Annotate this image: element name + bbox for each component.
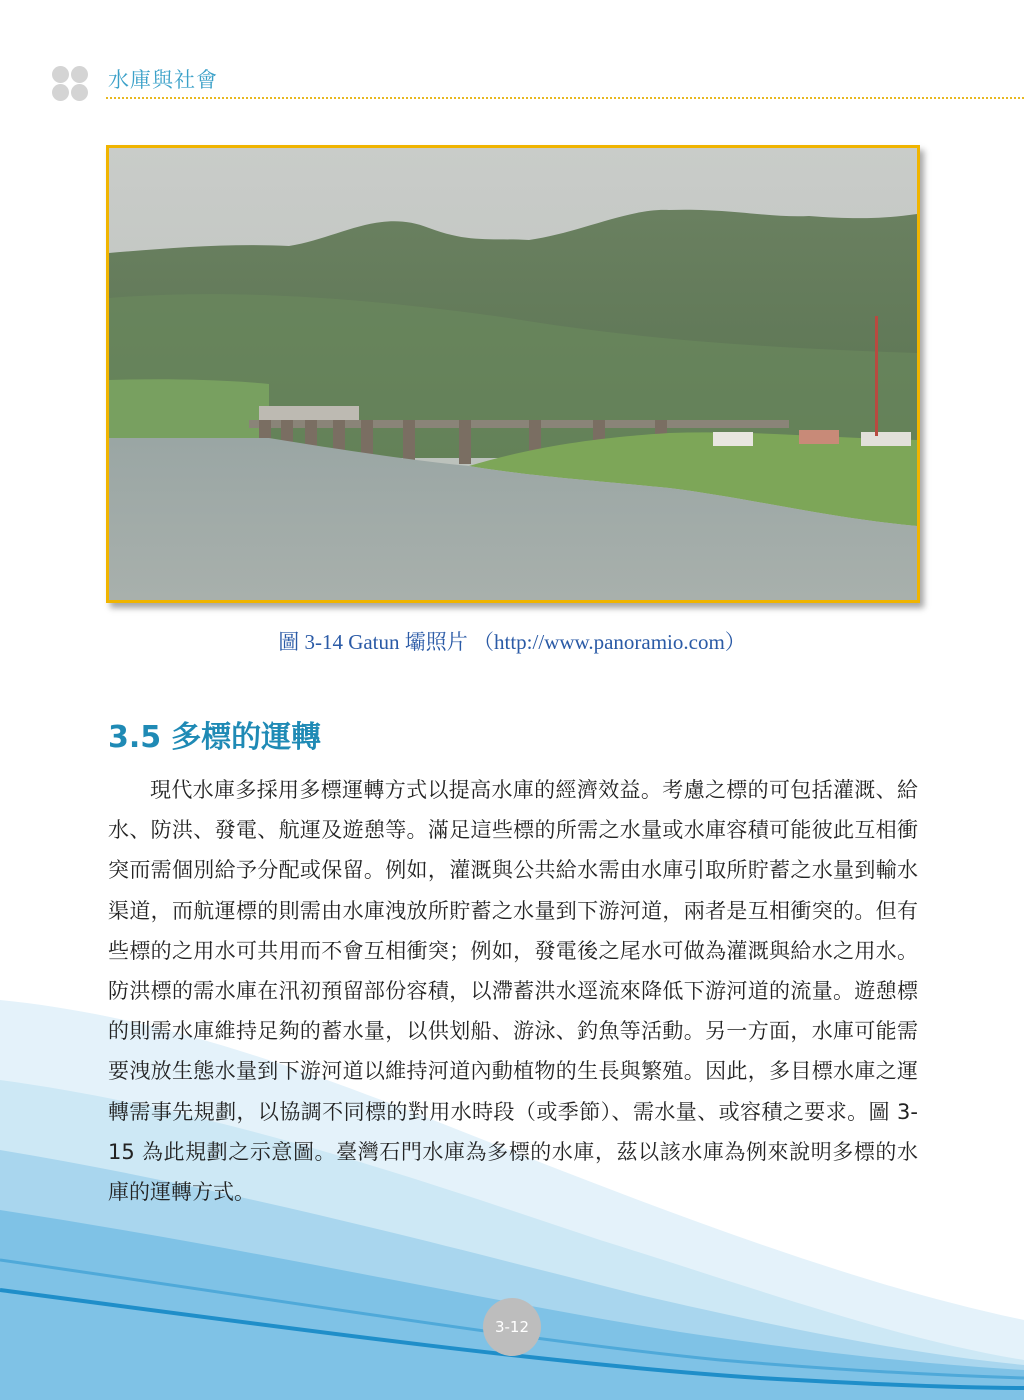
dam-photo — [106, 145, 920, 603]
running-title: 水庫與社會 — [108, 68, 218, 92]
decor-dot — [71, 66, 88, 83]
decor-dot — [52, 84, 69, 101]
section-title: 多標的運轉 — [171, 720, 322, 755]
body-paragraph: 現代水庫多採用多標運轉方式以提高水庫的經濟效益。考慮之標的可包括灌溉、給水、防洪、發電、航運及遊憩等。滿足這些標的所需之水量或水庫容積可能彼此互相衝突而需個別給予分配或保留。例如，灌溉與公共給水需由水庫引取所貯蓄之水量到輸水渠道，而航運標的則需由水庫洩放所貯蓄之水量到下游河道，兩者是互相衝突的。但有些標的之用水可共用而不會互相衝突；例如，發電後之尾水可做為灌溉與給水之用水。防洪標的需水庫在汛初預留部份容積，以滯蓄洪水逕流來降低下游河道的流量。遊憩標的則需水庫維持足夠的蓄水量，以供划船、游泳、釣魚等活動。另一方面，水庫可能需要洩放生態水量到下游河道以維持河道內動植物的生長與繁殖。因此，多目標水庫之運轉需事先規劃，以協調不同標的對用水時段（或季節）、需水量、或容積之要求。圖 3-15 為此規劃之示意圖。臺灣石門水庫為多標的水庫，茲以該水庫為例來說明多標的水庫的運轉方式。 — [108, 778, 918, 1205]
section-number: 3.5 — [108, 720, 162, 755]
section-heading — [108, 712, 321, 756]
dam-photo-illustration — [109, 148, 917, 600]
header-dotted-rule — [106, 97, 1024, 99]
page-header — [0, 0, 1024, 110]
decor-dot — [52, 66, 69, 83]
header-dots-decoration — [52, 66, 92, 102]
decor-dot — [71, 84, 88, 101]
page-number: 3-12 — [483, 1298, 541, 1356]
figure-caption: 圖 3-14 Gatun 壩照片 （http://www.panoramio.com） — [278, 630, 746, 654]
